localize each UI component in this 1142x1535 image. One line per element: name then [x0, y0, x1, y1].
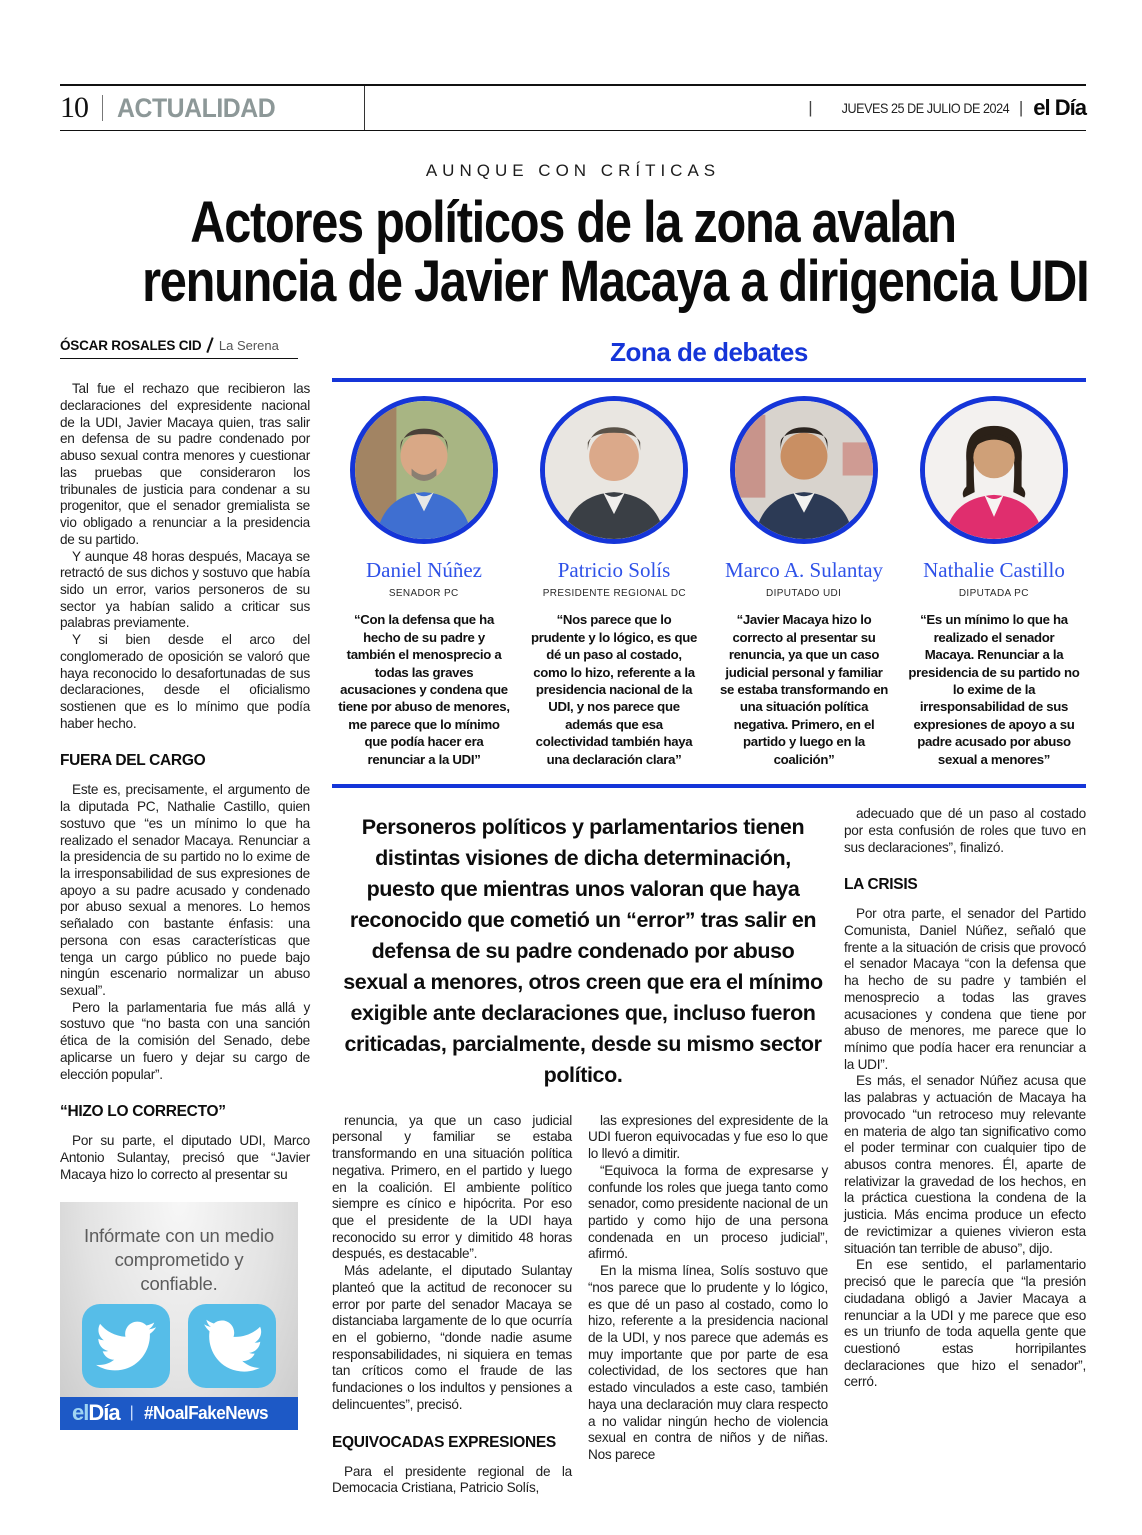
paragraph: Pero la parlamentaria fue más allá y sostuvo que “no basta con una sanción ética de la comisión del Senado, debe aplicarse un fuero y dejar su cargo de elección popular”. — [60, 999, 310, 1082]
left-column — [60, 337, 310, 1497]
kicker: AUNQUE CON CRÍTICAS — [425, 161, 721, 180]
paragraph: las expresiones del expresidente de la UDI fueron equivocadas y fue eso lo que lo llevó a dimitir. — [588, 1112, 828, 1162]
blue-rule-bottom — [332, 784, 1086, 788]
person-role: DIPUTADO UDI — [766, 587, 842, 600]
article-body — [60, 337, 1086, 1497]
headline-line-2: renuncia de Javier Macaya a dirigencia UDI — [142, 249, 1089, 315]
byline-author: ÓSCAR ROSALES CID — [60, 338, 202, 354]
debates-title: Zona de debates — [610, 337, 808, 368]
portrait-photo — [540, 396, 688, 544]
ad-hashtag: #NoalFakeNews — [143, 1402, 268, 1423]
subhead-hizo-lo-correcto: “HIZO LO CORRECTO” — [60, 1103, 226, 1121]
paragraph: Este es, precisamente, el argumento de la diputada PC, Nathalie Castillo, quien sostuvo que “es un mínimo lo que ha realizado el senador Macaya. Renunciar a la presidencia de su partido no lo exime de la irresponsabilidad de sus expresiones de apoyo a su padre acusado y condenado por abuso sexual a menores. Lo hemos señalado con bastante énfasis: una persona con esas características que tenga un cargo público no puede bajo ningún escenario normalizar un abuso sexual”. — [60, 782, 310, 999]
paragraph: Y aunque 48 horas después, Macaya se retractó de sus dichos y sostuvo que había sido un error, varios personeros de su sector ya habían salido a criticar sus palabras previamente. — [60, 548, 310, 631]
twitter-icon — [82, 1304, 170, 1388]
paragraph: Por otra parte, el senador del Partido Comunista, Daniel Núñez, señaló que frente a la situación de crisis que provocó el senador Macaya “con la defensa que ha hecho de su padre y también el menosprecio a todas las graves acusaciones y condena que tiene por abuso de menores, me parece que lo mínimo que podía hacer era renunciar a la UDI”. — [844, 906, 1086, 1072]
right-column — [844, 806, 1086, 1497]
right-area — [332, 337, 1086, 1497]
subhead-equivocadas-expresiones: EQUIVOCADAS EXPRESIONES — [332, 1433, 556, 1451]
byline-slash — [207, 338, 214, 354]
person-role: SENADOR PC — [389, 587, 459, 600]
debates-people — [332, 382, 1086, 768]
ad-text: Infórmate con un medio comprometido y confiable. — [84, 1224, 274, 1294]
paragraph: Tal fue el rechazo que recibieron las declaraciones del expresidente nacional de la UDI, Javier Macaya quien, tras salir en defensa de su padre condenado por abuso sexual contra menores y cuestionar las pruebas que consideraron los tribunales de justicia para condenar a su progenitor, que el senador gremialista se vio obligado a renunciar a la presidencia de su partido. — [60, 381, 310, 547]
person-name: Patricio Solís — [557, 558, 671, 583]
lower-left — [332, 806, 828, 1497]
paragraph: adecuado que dé un paso al costado por esta confusión de roles que tuvo en sus declaraciones”, finalizó. — [844, 806, 1086, 855]
paragraph: Más adelante, el diputado Sulantay planteó que la actitud de reconocer su error por parte del senador Macaya se distanciaba largamente de lo que ocurría en el gobierno, “donde nadie asume responsabilidades, ni siquiera en temas tan críticos como el fraude de las fundaciones o los indultos y pensiones a delincuentes”, precisó. — [332, 1263, 572, 1412]
header-right — [808, 95, 1086, 121]
middle-left-column — [332, 1113, 572, 1497]
lower-section — [332, 806, 1086, 1497]
paragraph: Es más, el senador Núñez acusa que las palabras y actuación de Macaya ha provocado “un retroceso muy relevante en materia de algo tan significativo como el poder terminar con cualquier tipo de abusos contra menores. Él, aparte de relativizar la gravedad de los hechos, en la práctica cuestiona la condena de la justicia. Más encima produce un efecto de revictimizar a quienes vivieron esta situación tan terrible de abuso”, dijo. — [844, 1073, 1086, 1256]
paragraph: renuncia, ya que un caso judicial personal y familiar se estaba transformando en una situación política negativa. Primero, en el partido y luego en la coalición. El ambiente político siempre es cínico e hipócrita. Por eso que el presidente de la UDI haya reconocido su error y dimitido 48 horas después, es destacable”. — [332, 1112, 572, 1262]
paragraph: “Equivoca la forma de expresarse y confunde los roles que juega tanto como senador, como presidente nacional de un partido y como hijo de una persona condenada en un proceso judicial”, afirmó. — [588, 1162, 828, 1262]
eldia-no-fake-news-ad[interactable] — [60, 1202, 298, 1430]
person-quote: “Con la defensa que ha hecho de su padre y también el menosprecio a todas las graves acusaciones y condena que tiene por abuso de menores, me parece que lo mínimo que podía hacer era renunciar a la UDI” — [338, 612, 510, 767]
header-divider-bar — [102, 95, 103, 121]
portrait-photo — [730, 396, 878, 544]
person-role: PRESIDENTE REGIONAL DC — [542, 587, 686, 600]
person-card-daniel-nunez — [334, 396, 514, 768]
paragraph: En la misma línea, Solís sostuvo que “nos parece que lo prudente y lo lógico, es que dé un paso al costado, como lo hizo, referente a la presidencia nacional de la UDI, y nos parece que además es muy importante que por parte de esa colectividad, de los sectores que han estado vinculados a este caso, también haya una declaración muy clara respecto a no validar ningún hecho de violencia sexual en contra de niños y de niñas. Nos parece — [588, 1263, 828, 1463]
edition-date: JUEVES 25 DE JULIO DE 2024 — [841, 100, 1009, 116]
person-card-nathalie-castillo — [904, 396, 1084, 768]
middle-right-column — [588, 1113, 828, 1497]
paragraph: Para el presidente regional de la Democacia Cristiana, Patricio Solís, — [332, 1463, 572, 1496]
page-header — [60, 84, 1086, 131]
paragraph: Y si bien desde el arco del conglomerado de oposición se valoró que haya reconocido lo desafortunadas de sus declaraciones, desde el oficialismo sostienen que es lo mínimo que podía haber hecho. — [60, 632, 310, 731]
person-name: Nathalie Castillo — [923, 558, 1065, 583]
paragraph: En ese sentido, el parlamentario precisó que le parecía que “la presión ciudadana obligó a Javier Macaya a renunciar a la UDI y me parece que eso es un triunfo de toda aquella gente que cuestionó estas horripilantes declaraciones que hizo el senador”, cerró. — [844, 1257, 1086, 1390]
middle-columns — [332, 1113, 828, 1497]
subhead-fuera-del-cargo: FUERA DEL CARGO — [60, 752, 206, 770]
person-quote: “Nos parece que lo prudente y lo lógico, es que dé un paso al costado, como lo hizo, referente a la presidencia nacional de la UDI, y nos parece que además que esa colectividad también haya una declaración clara” — [531, 612, 697, 767]
ad-icons — [60, 1296, 298, 1397]
person-card-marco-sulantay — [714, 396, 894, 768]
twitter-bird-icon — [188, 1304, 276, 1388]
header-separator: | — [1018, 98, 1024, 117]
masthead-logo: el Día — [1033, 95, 1086, 120]
pull-quote: Personeros políticos y parlamentarios tienen distintas visiones de dicha determinación, puesto que mientras unos valoran que haya reconocido que cometió un “error” tras salir en defensa de su padre condenado por abuso sexual a menores, otros creen que era el mínimo exigible ante declaraciones que, incluso fueron criticadas, parcialmente, desde su mismo sector político. — [343, 815, 823, 1087]
eldia-logo: elDía — [72, 1400, 120, 1425]
debates-panel — [332, 337, 1086, 788]
person-quote: “Es un mínimo lo que ha realizado el senador Macaya. Renunciar a la presidencia de su partido no lo exime de la irresponsabilidad de sus expresiones de apoyo a su padre acusado por abuso sexual a menores” — [908, 612, 1080, 767]
person-card-patricio-solis — [524, 396, 704, 768]
person-quote: “Javier Macaya hizo lo correcto al presentar su renuncia, ya que un caso judicial personal y familiar se estaba transformando en una situación política negativa. Primero, en el partido y luego en la coalición” — [719, 612, 889, 767]
byline — [60, 337, 298, 359]
page-number: 10 — [60, 91, 88, 124]
ad-separator: | — [129, 1404, 134, 1421]
paragraph: Por su parte, el diputado UDI, Marco Antonio Sulantay, precisó que “Javier Macaya hizo lo correcto al presentar su — [60, 1133, 310, 1182]
headline-line-1: Actores políticos de la zona avalan — [190, 190, 956, 255]
subhead-la-crisis: LA CRISIS — [844, 876, 918, 894]
person-name: Daniel Núñez — [365, 558, 483, 583]
section-title: ACTUALIDAD — [117, 92, 276, 123]
portrait-photo — [350, 396, 498, 544]
person-name: Marco A. Sulantay — [724, 558, 884, 583]
headline — [60, 190, 1089, 315]
portrait-photo — [920, 396, 1068, 544]
header-separator: | — [808, 98, 813, 117]
person-role: DIPUTADA PC — [959, 587, 1029, 600]
ad-brand-bar — [60, 1397, 298, 1430]
header-left — [60, 86, 365, 130]
byline-location: La Serena — [218, 338, 279, 354]
left-column-text — [60, 381, 310, 1183]
